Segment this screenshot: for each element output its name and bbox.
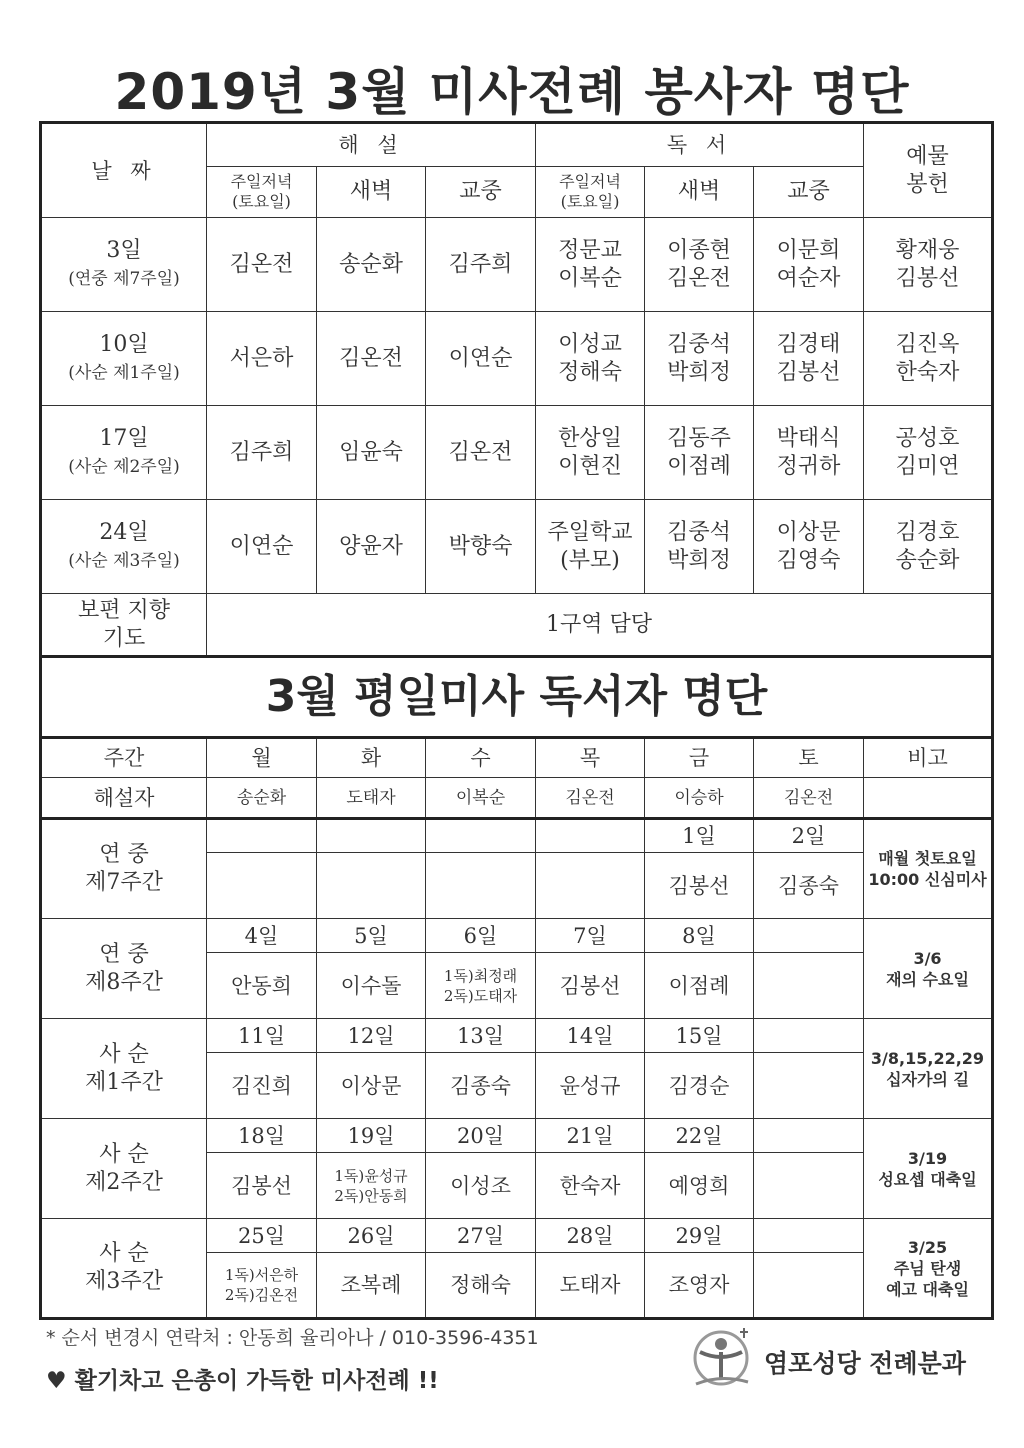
minister-cell xyxy=(207,406,317,500)
date-cell: 5일 xyxy=(317,919,426,953)
reader-cell xyxy=(645,1153,754,1219)
date-week: (사순 제2주일) xyxy=(68,456,180,477)
date-cell xyxy=(317,819,426,853)
date-cell: 25일 xyxy=(207,1219,317,1253)
reader-name: 김봉선 xyxy=(559,973,621,998)
minister-cell xyxy=(426,218,536,312)
week-season: 사 순 xyxy=(99,1041,149,1067)
commentator-cell: 도태자 xyxy=(317,778,426,819)
commentator-cell: 김온전 xyxy=(754,778,864,819)
minister-cell xyxy=(536,500,645,594)
minister-cell xyxy=(645,218,754,312)
weekday-readers-table xyxy=(39,736,994,1320)
header-commentator: 해설자 xyxy=(41,778,207,819)
reader-cell xyxy=(207,953,317,1019)
week-note-text: 3/8,15,22,29 십자가의 길 xyxy=(870,1048,985,1089)
header-offering: 예물 봉헌 xyxy=(864,123,993,218)
minister-cell xyxy=(864,500,993,594)
minister-name: 김온전 xyxy=(229,251,294,277)
week-number: 제1주간 xyxy=(85,1069,163,1095)
reader-cell xyxy=(536,853,645,919)
reader-cell xyxy=(754,853,864,919)
date-cell: 11일 xyxy=(207,1019,317,1053)
header-day: 금 xyxy=(645,738,754,778)
date-cell xyxy=(754,919,864,953)
date-cell: 2일 xyxy=(754,819,864,853)
minister-name: 김경호 송순화 xyxy=(895,519,960,573)
reader-cell xyxy=(645,953,754,1019)
minister-name: 박태식 정귀하 xyxy=(776,425,841,479)
week-number: 제3주간 xyxy=(85,1269,163,1294)
minister-cell xyxy=(207,312,317,406)
header-day: 토 xyxy=(754,738,864,778)
reader-cell xyxy=(645,853,754,919)
reader-name: 안동희 xyxy=(231,973,292,998)
header-reading-dawn: 새벽 xyxy=(645,167,754,218)
minister-name: 김온전 xyxy=(339,345,403,371)
reader-name: 김종숙 xyxy=(450,1073,511,1098)
reader-name: 조영자 xyxy=(668,1273,730,1297)
commentator-row xyxy=(41,778,993,819)
minister-name: 송순화 xyxy=(339,251,403,277)
reader-cell xyxy=(426,953,536,1019)
reader-cell xyxy=(645,1253,754,1319)
header-day: 수 xyxy=(426,738,536,778)
header-day: 목 xyxy=(536,738,645,778)
contact-footnote: * 순서 변경시 연락처 : 안동희 율리아나 / 010-3596-4351 xyxy=(46,1327,539,1349)
date-day: 17일 xyxy=(99,425,149,451)
minister-cell xyxy=(317,500,426,594)
reader-name: 김봉선 xyxy=(231,1173,292,1198)
reader-name: 김종숙 xyxy=(778,873,839,898)
week-number: 제2주간 xyxy=(85,1169,163,1195)
header-commentary-congregation: 교중 xyxy=(426,167,536,218)
header-note: 비고 xyxy=(864,738,993,778)
week-note xyxy=(864,919,993,1019)
weekday-header-row xyxy=(41,738,993,778)
header-reading-congregation: 교중 xyxy=(754,167,864,218)
date-cell xyxy=(207,819,317,853)
date-day: 3일 xyxy=(106,237,142,263)
header-date: 날 짜 xyxy=(41,123,207,218)
week-note xyxy=(864,1019,993,1119)
header-day: 월 xyxy=(207,738,317,778)
date-cell: 14일 xyxy=(536,1019,645,1053)
header-commentary-saturday: 주일저녁 (토요일) xyxy=(207,167,317,218)
header-commentary-dawn: 새벽 xyxy=(317,167,426,218)
reader-cell xyxy=(317,1153,426,1219)
reader-name: 정해숙 xyxy=(450,1273,511,1297)
commentator-cell: 김온전 xyxy=(536,778,645,819)
reader-name: 김봉선 xyxy=(668,873,730,898)
reader-cell xyxy=(207,1253,317,1319)
reader-cell xyxy=(754,1253,864,1319)
date-cell: 26일 xyxy=(317,1219,426,1253)
date-cell: 21일 xyxy=(536,1119,645,1153)
minister-cell xyxy=(317,218,426,312)
prayer-label: 보편 지향 기도 xyxy=(41,594,207,657)
week-dates-row xyxy=(41,919,993,953)
week-label xyxy=(41,1119,207,1219)
minister-cell xyxy=(207,218,317,312)
reader-cell xyxy=(426,1253,536,1319)
reader-name: 1독)서은하 2독)김온전 xyxy=(224,1266,299,1304)
date-cell: 12일 xyxy=(317,1019,426,1053)
reader-cell xyxy=(754,1053,864,1119)
reader-cell xyxy=(536,953,645,1019)
week-note xyxy=(864,1119,993,1219)
week-dates-row xyxy=(41,819,993,853)
minister-name: 박향숙 xyxy=(448,533,513,559)
weekday-title: 3월 평일미사 독서자 명단 xyxy=(41,657,993,738)
date-cell xyxy=(426,819,536,853)
date-cell xyxy=(754,1219,864,1253)
minister-cell xyxy=(754,312,864,406)
minister-cell xyxy=(536,406,645,500)
minister-name: 이종현 김온전 xyxy=(667,237,731,291)
reader-name: 한숙자 xyxy=(559,1173,621,1198)
ministers-table xyxy=(39,121,994,739)
reader-cell xyxy=(426,853,536,919)
week-season: 사 순 xyxy=(99,1141,149,1167)
reader-name: 1독)윤성규 2독)안동희 xyxy=(334,1166,408,1205)
date-cell xyxy=(41,312,207,406)
minister-name: 양윤자 xyxy=(339,533,403,559)
week-note-text: 3/25 주님 탄생 예고 대축일 xyxy=(886,1237,969,1299)
date-cell: 28일 xyxy=(536,1219,645,1253)
minister-name: 임윤숙 xyxy=(339,439,403,465)
week-label xyxy=(41,1219,207,1319)
minister-name: 공성호 김미연 xyxy=(895,425,960,479)
week-label xyxy=(41,819,207,919)
minister-cell xyxy=(864,406,993,500)
date-cell: 8일 xyxy=(645,919,754,953)
schedule-row xyxy=(41,312,993,406)
week-dates-row xyxy=(41,1019,993,1053)
reader-name: 이성조 xyxy=(450,1173,511,1198)
date-cell: 13일 xyxy=(426,1019,536,1053)
commentator-cell: 이복순 xyxy=(426,778,536,819)
reader-cell xyxy=(536,1053,645,1119)
reader-cell xyxy=(536,1253,645,1319)
reader-name: 이상문 xyxy=(340,1073,402,1098)
reader-cell xyxy=(317,853,426,919)
reader-name: 윤성규 xyxy=(559,1073,621,1098)
reader-name: 이점례 xyxy=(668,973,730,998)
date-cell xyxy=(536,819,645,853)
date-cell: 15일 xyxy=(645,1019,754,1053)
date-cell xyxy=(41,406,207,500)
minister-cell xyxy=(754,500,864,594)
week-dates-row xyxy=(41,1119,993,1153)
minister-name: 서은하 xyxy=(229,345,294,371)
week-number: 제7주간 xyxy=(85,870,163,895)
minister-name: 김진옥 한숙자 xyxy=(895,331,960,385)
date-week: (사순 제3주일) xyxy=(68,550,180,571)
minister-cell xyxy=(645,500,754,594)
parish-logo-icon xyxy=(686,1322,756,1392)
minister-cell xyxy=(536,218,645,312)
minister-cell xyxy=(645,312,754,406)
reader-cell xyxy=(536,1153,645,1219)
minister-name: 황재웅 김봉선 xyxy=(895,237,960,291)
reader-cell xyxy=(317,1053,426,1119)
minister-cell xyxy=(536,312,645,406)
minister-name: 김온전 xyxy=(448,439,513,465)
reader-cell xyxy=(426,1053,536,1119)
minister-cell xyxy=(754,406,864,500)
reader-name: 예영희 xyxy=(668,1173,730,1198)
reader-name: 김경순 xyxy=(668,1073,730,1098)
reader-name: 김진희 xyxy=(231,1073,292,1098)
date-cell xyxy=(41,218,207,312)
reader-name: 조복례 xyxy=(340,1273,402,1297)
date-day: 10일 xyxy=(99,331,149,357)
reader-cell xyxy=(645,1053,754,1119)
reader-cell xyxy=(754,953,864,1019)
minister-cell xyxy=(317,406,426,500)
minister-name: 이상문 김영숙 xyxy=(776,519,841,573)
minister-name: 김경태 김봉선 xyxy=(776,331,841,385)
date-cell xyxy=(41,500,207,594)
date-cell: 7일 xyxy=(536,919,645,953)
minister-cell xyxy=(864,218,993,312)
schedule-row xyxy=(41,406,993,500)
header-week: 주간 xyxy=(41,738,207,778)
date-day: 24일 xyxy=(99,519,149,545)
date-cell: 6일 xyxy=(426,919,536,953)
reader-cell xyxy=(426,1153,536,1219)
week-label xyxy=(41,1019,207,1119)
date-week: (연중 제7주일) xyxy=(68,268,180,289)
minister-name: 김주희 xyxy=(229,439,294,465)
reader-cell xyxy=(317,953,426,1019)
reader-cell xyxy=(317,1253,426,1319)
reader-name: 이수돌 xyxy=(340,973,402,998)
date-cell: 22일 xyxy=(645,1119,754,1153)
week-note xyxy=(864,1219,993,1319)
date-cell xyxy=(754,1019,864,1053)
date-week: (사순 제1주일) xyxy=(68,362,180,383)
week-dates-row xyxy=(41,1219,993,1253)
reader-cell xyxy=(754,1153,864,1219)
date-cell: 29일 xyxy=(645,1219,754,1253)
reader-cell xyxy=(207,1053,317,1119)
minister-name: 이연순 xyxy=(448,345,513,371)
header-day: 화 xyxy=(317,738,426,778)
minister-name: 이성교 정해숙 xyxy=(558,331,622,385)
minister-cell xyxy=(426,312,536,406)
minister-name: 이문희 여순자 xyxy=(776,237,841,291)
prayer-value: 1구역 담당 xyxy=(207,594,993,657)
minister-cell xyxy=(426,406,536,500)
commentator-note-cell xyxy=(864,778,993,819)
commentator-cell: 송순화 xyxy=(207,778,317,819)
schedule-row xyxy=(41,500,993,594)
minister-name: 주일학교 (부모) xyxy=(547,519,633,573)
date-cell: 19일 xyxy=(317,1119,426,1153)
slogan: ♥ 활기차고 은총이 가득한 미사전례 !! xyxy=(46,1368,439,1394)
minister-cell xyxy=(207,500,317,594)
minister-name: 김동주 이점례 xyxy=(667,425,731,479)
reader-name: 1독)최정래 2독)도태자 xyxy=(443,966,518,1005)
commentator-cell: 이승하 xyxy=(645,778,754,819)
date-cell: 27일 xyxy=(426,1219,536,1253)
date-cell: 20일 xyxy=(426,1119,536,1153)
minister-name: 이연순 xyxy=(229,533,294,559)
page-title: 2019년 3월 미사전례 봉사자 명단 xyxy=(114,63,910,121)
date-cell: 18일 xyxy=(207,1119,317,1153)
minister-cell xyxy=(317,312,426,406)
organization-name: 염포성당 전례분과 xyxy=(764,1349,966,1378)
date-cell: 4일 xyxy=(207,919,317,953)
week-note-text: 3/19 성요셉 대축일 xyxy=(878,1148,977,1189)
week-label xyxy=(41,919,207,1019)
reader-cell xyxy=(207,853,317,919)
header-commentary: 해 설 xyxy=(207,123,536,167)
minister-cell xyxy=(426,500,536,594)
minister-name: 정문교 이복순 xyxy=(558,237,622,291)
minister-name: 김중석 박희정 xyxy=(667,331,731,385)
minister-cell xyxy=(864,312,993,406)
minister-cell xyxy=(754,218,864,312)
reader-name: 도태자 xyxy=(559,1273,621,1297)
date-cell xyxy=(754,1119,864,1153)
minister-name: 한상일 이현진 xyxy=(558,425,622,479)
week-season: 연 중 xyxy=(99,842,149,867)
week-note-text: 매월 첫토요일 10:00 신심미사 xyxy=(868,849,987,889)
date-cell: 1일 xyxy=(645,819,754,853)
header-reading: 독 서 xyxy=(536,123,864,167)
week-season: 사 순 xyxy=(99,1241,149,1266)
minister-cell xyxy=(645,406,754,500)
week-note xyxy=(864,819,993,919)
week-note-text: 3/6 재의 수요일 xyxy=(886,948,969,989)
reader-cell xyxy=(207,1153,317,1219)
week-number: 제8주간 xyxy=(85,969,163,995)
header-reading-saturday: 주일저녁 (토요일) xyxy=(536,167,645,218)
week-season: 연 중 xyxy=(99,941,149,967)
schedule-row xyxy=(41,218,993,312)
minister-name: 김중석 박희정 xyxy=(667,519,731,573)
minister-name: 김주희 xyxy=(448,251,513,277)
